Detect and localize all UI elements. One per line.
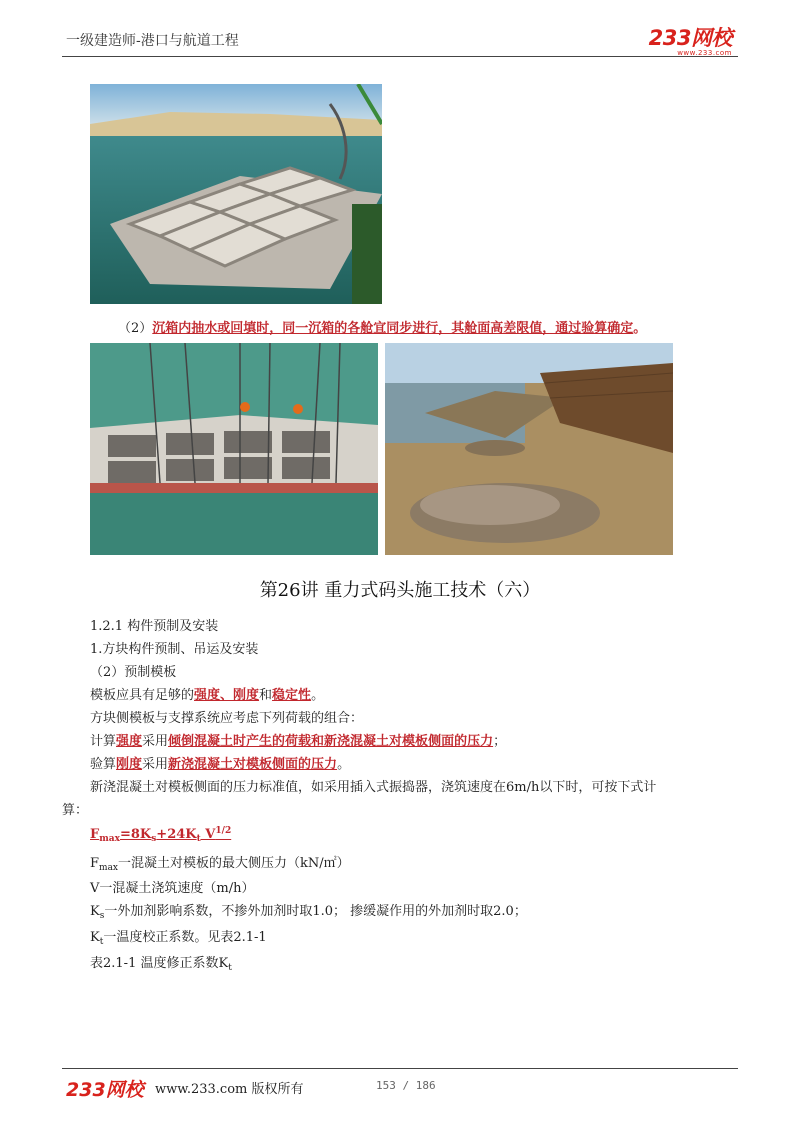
- paragraph-pressure-standard: 新浇混凝土对模板侧面的压力标准值，如采用插入式振捣器，浇筑速度在6m/h以下时，可按下式计: [90, 780, 657, 795]
- formula-subscript: s: [151, 834, 157, 844]
- definition-v: V一混凝土浇筑速度（m/h）: [90, 881, 255, 896]
- paragraph-continuation: 算：: [62, 803, 89, 818]
- definition-ks: [90, 900, 527, 921]
- caption-prefix: （2）: [118, 321, 153, 336]
- text-run: 一外加剂影响系数，不掺外加剂时取1.0； 掺缓凝作用的外加剂时取2.0；: [104, 904, 527, 919]
- caption-suffix: 。: [633, 321, 647, 336]
- brand-logo[interactable]: [649, 22, 732, 57]
- text-run: 一温度校正系数。见表2.1-1: [103, 930, 267, 945]
- text-run: 模板应具有足够的: [90, 688, 195, 703]
- highlight-stiffness: 刚度: [116, 757, 143, 772]
- footer-logo[interactable]: 233网校: [66, 1079, 144, 1101]
- formula-term: =8K: [119, 827, 152, 842]
- text-run: K: [90, 930, 100, 945]
- subscript: s: [99, 911, 105, 921]
- highlight-load: 倾倒混凝土时产生的荷载和新浇混凝土对模板: [168, 734, 429, 749]
- text-run: 。: [337, 757, 351, 772]
- section-heading: 1.2.1 构件预制及安装: [90, 619, 219, 634]
- highlight-pressure: 新浇混凝土对模板侧面的压力: [168, 757, 338, 772]
- photo-caption: [118, 317, 646, 336]
- paragraph-stiffness-check: [90, 753, 350, 772]
- caption-highlight: 沉箱内抽水或回填时，同一沉箱的各舱宜同步进行，其舱面高差限值，通过验算确定: [152, 321, 634, 336]
- text-run: 验算: [90, 757, 117, 772]
- highlight-strength: 强度: [116, 734, 143, 749]
- footer-copyright[interactable]: www.233.com 版权所有: [155, 1082, 304, 1097]
- footer-divider: [62, 1068, 738, 1069]
- text-run: 和: [259, 688, 273, 703]
- subscript: t: [228, 963, 232, 973]
- text-run: 一混凝土对模板的最大侧压力（kN/㎡）: [118, 856, 350, 871]
- subsection-heading: 1.方块构件预制、吊运及安装: [90, 642, 259, 657]
- text-run: 采用: [142, 757, 169, 772]
- definition-fmax: [90, 852, 350, 873]
- header-title: 一级建造师-港口与航道工程: [66, 33, 239, 49]
- text-run: K: [90, 904, 100, 919]
- header-divider: [62, 56, 738, 57]
- caisson-construction-photo: [90, 84, 382, 304]
- formula-symbol: F: [90, 827, 100, 842]
- text-run: F: [90, 856, 100, 871]
- highlight-strength: 强度、刚度: [194, 688, 260, 703]
- pressure-formula: [90, 826, 231, 844]
- caisson-lifting-photo: [90, 343, 378, 555]
- subscript: max: [99, 863, 119, 873]
- formula-term: V: [200, 827, 216, 842]
- paragraph-load-combination: 方块侧模板与支撑系统应考虑下列荷载的组合：: [90, 711, 364, 726]
- formula-term: +24K: [156, 827, 197, 842]
- text-run: 表2.1-1 温度修正系数K: [90, 956, 229, 971]
- subscript: t: [99, 937, 104, 947]
- paragraph-strength-calc: [90, 730, 506, 749]
- formula-superscript: 1/2: [215, 826, 232, 836]
- text-run: ；: [493, 734, 507, 749]
- page-number: 153 / 186: [376, 1079, 436, 1092]
- lecture-title: 第26讲 重力式码头施工技术（六）: [259, 580, 541, 601]
- logo-url: www.233.com: [677, 49, 732, 57]
- highlight-stability: 稳定性: [272, 688, 312, 703]
- highlight-pressure: 侧面的压力: [428, 734, 494, 749]
- table-caption: [90, 952, 232, 973]
- text-run: 。: [311, 688, 325, 703]
- formula-subscript: t: [196, 834, 201, 844]
- item-heading: （2）预制模板: [90, 665, 177, 680]
- formula-subscript: max: [99, 834, 120, 844]
- logo-text: 233网校: [648, 26, 732, 50]
- text-run: 计算: [90, 734, 117, 749]
- caisson-backfill-photo: [385, 343, 673, 555]
- paragraph-template-requirements: [90, 684, 324, 703]
- text-run: 采用: [142, 734, 169, 749]
- definition-kt: [90, 926, 267, 947]
